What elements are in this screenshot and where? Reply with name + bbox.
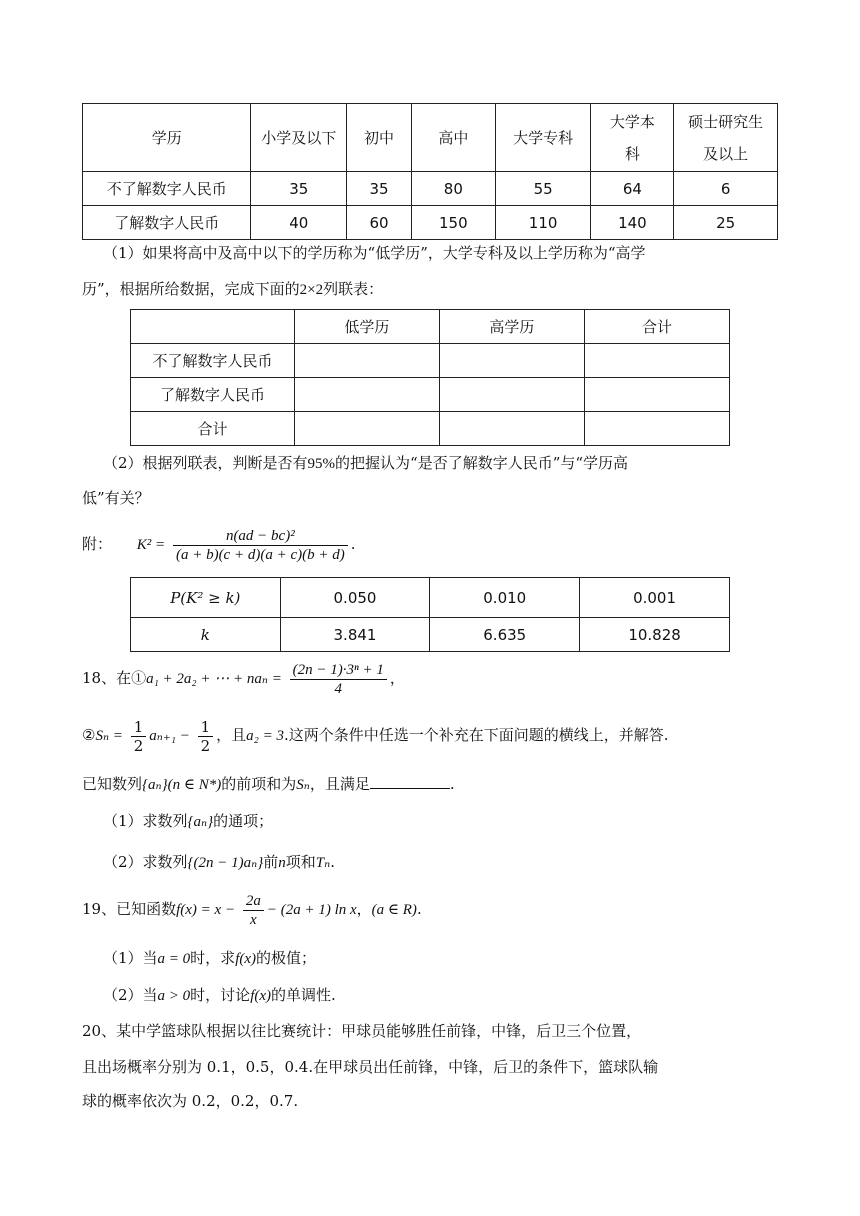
p19-text: 的单调性.	[271, 986, 336, 1004]
p19-text: （2）当	[103, 986, 158, 1004]
p19-math: f(x)	[250, 988, 272, 1004]
fraction-numerator: 1	[131, 718, 147, 737]
p18-math: {aₙ}	[187, 814, 214, 830]
p18-math: aₙ₊₁ −	[149, 728, 190, 744]
empty-cell	[584, 412, 729, 446]
p18-text: .这两个条件中任选一个补充在下面问题的横线上，并解答.	[284, 726, 669, 744]
p18-math: a₁ + 2a₂ + ⋯ + naₙ =	[146, 671, 282, 687]
header-cell	[591, 104, 674, 172]
p18-text: 18、在①	[82, 669, 147, 687]
header-cell: 小学及以下	[251, 104, 347, 172]
table-cell: 10.828	[580, 618, 730, 652]
empty-cell	[439, 378, 584, 412]
p18-text: ，且	[216, 726, 247, 744]
p18-fraction	[290, 661, 387, 698]
table-cell: 6	[674, 172, 778, 206]
p18-text: 的通项；	[213, 812, 274, 830]
table-cell: 25	[674, 206, 778, 240]
appendix-fraction	[173, 527, 348, 564]
table-cell: 0.001	[580, 578, 730, 618]
p18-text: .	[330, 853, 335, 871]
table-cell: 55	[495, 172, 591, 206]
p18-line1	[82, 658, 405, 699]
p18-text: .	[449, 775, 455, 793]
p18-fraction	[198, 718, 214, 755]
education-table	[82, 103, 778, 240]
fraction-numerator: (2n − 1)·3ⁿ + 1	[290, 661, 387, 680]
fraction-denominator: (a + b)(c + d)(a + c)(b + d)	[175, 546, 345, 563]
q2-math: 95%	[307, 456, 336, 472]
header-cell: 高中	[411, 104, 495, 172]
table-cell: 3.841	[280, 618, 430, 652]
p18-math: {(2n − 1)aₙ}	[187, 855, 264, 871]
empty-cell	[584, 344, 729, 378]
fraction-numerator: 1	[198, 718, 214, 737]
p19-line1	[82, 889, 422, 930]
p18-line4	[103, 810, 273, 833]
p19-line2	[103, 947, 316, 970]
header-cell: 学历	[83, 104, 251, 172]
row-label: 不了解数字人民币	[83, 172, 251, 206]
table-cell: 40	[251, 206, 347, 240]
table-cell: 150	[411, 206, 495, 240]
q2-line2: 低”有关？	[82, 489, 150, 507]
table-cell: 60	[347, 206, 412, 240]
empty-cell	[439, 412, 584, 446]
q1-line1: （1）如果将高中及高中以下的学历称为“低学历”，大学专科及以上学历称为“高学	[103, 244, 646, 262]
header-cell: 低学历	[294, 310, 439, 344]
fraction-numerator: 2a	[243, 892, 264, 911]
p18-text: 项和	[285, 853, 316, 871]
p18-fraction	[131, 718, 147, 755]
p19-math: f(x) = x −	[176, 902, 236, 918]
p19-text: .	[416, 900, 422, 918]
fraction-denominator: 2	[133, 736, 144, 755]
table-cell: 35	[251, 172, 347, 206]
row-label: 了解数字人民币	[131, 378, 295, 412]
p19-math: f(x)	[235, 951, 257, 967]
p18-math: {aₙ}(n ∈ N*)	[142, 777, 222, 793]
table-cell: 35	[347, 172, 412, 206]
p18-text: 前	[263, 853, 279, 871]
p20-line1: 20、某中学篮球队根据以往比赛统计：甲球员能够胜任前锋，中锋，后卫三个位置，	[82, 1022, 642, 1040]
row-label: 合计	[131, 412, 295, 446]
p18-math: Sₙ	[296, 777, 310, 793]
p19-text: （1）当	[103, 949, 158, 967]
p18-text: ，且满足	[309, 775, 370, 793]
p19-math: a > 0	[157, 988, 191, 1004]
table-cell: 110	[495, 206, 591, 240]
answer-blank	[370, 774, 450, 789]
p18-text: 的前项和为	[221, 775, 297, 793]
header-cell-line: 大学本	[609, 112, 655, 131]
q1-math: 2×2	[299, 282, 324, 298]
appendix-line	[82, 524, 356, 565]
header-cell: 合计	[584, 310, 729, 344]
p19-line3	[103, 984, 336, 1007]
table-cell: 0.050	[280, 578, 430, 618]
critical-value-table	[130, 577, 730, 652]
fraction-numerator: n(ad − bc)²	[173, 527, 348, 546]
row-label: k	[131, 618, 281, 652]
q1-line2	[82, 278, 383, 301]
q2-text: 的把握认为“是否了解数字人民币”与“学历高	[335, 454, 629, 472]
q2-text: （2）根据列联表，判断是否有	[103, 454, 308, 472]
empty-cell	[294, 412, 439, 446]
p19-fraction	[243, 892, 264, 929]
header-cell	[131, 310, 295, 344]
empty-cell	[294, 378, 439, 412]
table-cell: 0.010	[430, 578, 580, 618]
empty-cell	[584, 378, 729, 412]
p18-text: （1）求数列	[103, 812, 188, 830]
p18-text: （2）求数列	[103, 853, 188, 871]
p20-line3: 球的概率依次为 0.2，0.2，0.7.	[82, 1092, 299, 1110]
fraction-denominator: 2	[200, 736, 211, 755]
header-cell: 初中	[347, 104, 412, 172]
row-label: 了解数字人民币	[83, 206, 251, 240]
header-cell: 高学历	[439, 310, 584, 344]
header-cell	[674, 104, 778, 172]
p18-math: a₂ = 3	[246, 728, 285, 744]
fraction-denominator: x	[250, 911, 257, 928]
q1-text: 历”，根据所给数据，完成下面的	[82, 280, 300, 298]
p18-line5	[103, 851, 335, 874]
p19-text: 的极值；	[256, 949, 317, 967]
table-cell: 140	[591, 206, 674, 240]
table-cell: 6.635	[430, 618, 580, 652]
p18-math: Sₙ =	[95, 728, 123, 744]
p19-text: ，	[356, 900, 372, 918]
p19-math: − (2a + 1) ln x	[266, 902, 357, 918]
q2-line1	[103, 452, 628, 475]
fraction-denominator: 4	[334, 680, 342, 697]
p19-math: (a ∈ R)	[371, 902, 417, 918]
p20-line2: 且出场概率分别为 0.1，0.5，0.4.在甲球员出任前锋，中锋，后卫的条件下，篮球队输	[82, 1058, 659, 1076]
p18-math: n	[278, 855, 286, 871]
p18-math: Tₙ	[315, 855, 331, 871]
header-cell-line: 硕士研究生	[688, 112, 764, 131]
contingency-table	[130, 309, 730, 446]
p18-text: 已知数列	[82, 775, 143, 793]
p19-math: a = 0	[157, 951, 191, 967]
p19-text: 时，求	[190, 949, 236, 967]
appendix-label: 附：	[82, 535, 113, 553]
empty-cell	[294, 344, 439, 378]
p18-text: ②	[82, 726, 96, 744]
p18-line2	[82, 715, 669, 756]
appendix-math: K² =	[136, 537, 166, 553]
p18-line3	[82, 773, 455, 796]
p19-text: 时，讨论	[190, 986, 251, 1004]
p18-text: ，	[389, 669, 405, 687]
header-cell-line: 及以上	[703, 144, 749, 163]
empty-cell	[439, 344, 584, 378]
table-cell: 80	[411, 172, 495, 206]
q1-text: 列联表：	[323, 280, 384, 298]
p19-text: 19、已知函数	[82, 900, 177, 918]
header-cell-line: 科	[624, 144, 640, 163]
appendix-end: .	[350, 535, 356, 553]
row-label: P(K² ≥ k)	[131, 578, 281, 618]
header-cell: 大学专科	[495, 104, 591, 172]
table-cell: 64	[591, 172, 674, 206]
row-label: 不了解数字人民币	[131, 344, 295, 378]
